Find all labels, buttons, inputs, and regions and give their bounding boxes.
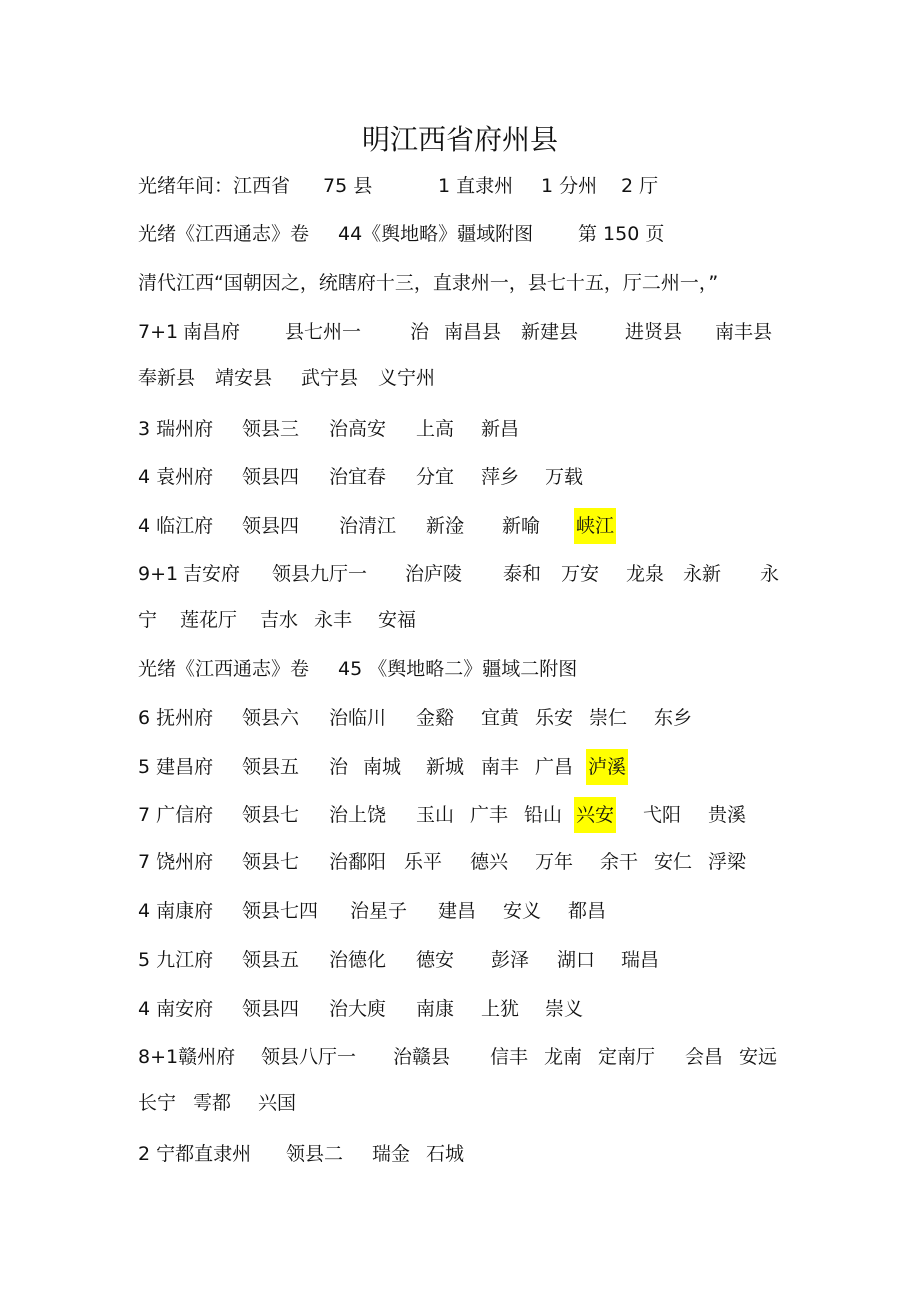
text-segment: 湖口: [557, 949, 596, 971]
text-segment: 靖安县: [215, 367, 273, 389]
text-segment: 龙泉: [626, 563, 665, 585]
text-segment: 都昌: [568, 900, 607, 922]
text-segment: 长宁: [138, 1092, 177, 1114]
text-segment: 领县六: [242, 707, 300, 729]
text-segment: 领县四: [242, 515, 300, 537]
text-segment: 领县五: [242, 756, 300, 778]
text-segment: 德兴: [470, 851, 509, 873]
text-segment: 治: [329, 756, 349, 778]
text-segment: 4 南康府: [138, 900, 214, 922]
text-segment: 领县四: [242, 998, 300, 1020]
text-segment: 2 厅: [621, 175, 659, 197]
text-segment: 瑞昌: [621, 949, 660, 971]
text-segment: 铅山: [524, 804, 563, 826]
text-segment: 会昌: [685, 1046, 724, 1068]
text-segment: 德安: [416, 949, 455, 971]
text-segment: 治鄱阳: [329, 851, 387, 873]
text-segment: 3 瑞州府: [138, 418, 214, 440]
text-segment: 领县七: [242, 851, 300, 873]
text-segment: 南昌县: [444, 321, 502, 343]
text-segment: 乐安: [535, 707, 574, 729]
highlighted-text: 兴安: [574, 797, 616, 833]
text-segment: 领县三: [242, 418, 300, 440]
text-segment: 领县七四: [242, 900, 319, 922]
text-segment: 万安: [561, 563, 600, 585]
text-segment: 1 直隶州: [438, 175, 514, 197]
text-segment: 进贤县: [625, 321, 683, 343]
text-segment: 7 饶州府: [138, 851, 214, 873]
document-title: 明江西省府州县: [361, 123, 558, 156]
text-segment: 7+1: [138, 321, 179, 343]
text-segment: 新昌: [481, 418, 520, 440]
text-segment: 9+1: [138, 563, 179, 585]
text-segment: 治高安: [329, 418, 387, 440]
text-segment: 石城: [426, 1143, 465, 1165]
text-segment: 治宜春: [329, 466, 387, 488]
text-segment: 领县四: [242, 466, 300, 488]
text-segment: 领县八厅一: [261, 1046, 357, 1068]
text-segment: 治上饶: [329, 804, 387, 826]
text-segment: 莲花厅: [180, 609, 238, 631]
text-segment: 永丰: [314, 609, 353, 631]
text-segment: 45 《舆地略二》疆域二附图: [338, 658, 578, 680]
text-segment: 奉新县: [138, 367, 196, 389]
text-segment: 6 抚州府: [138, 707, 214, 729]
text-segment: 南康: [416, 998, 455, 1020]
text-segment: 贵溪: [708, 804, 747, 826]
text-segment: 吉水: [260, 609, 299, 631]
text-segment: 新喻: [502, 515, 541, 537]
text-segment: 南丰: [481, 756, 520, 778]
text-segment: 武宁县: [301, 367, 359, 389]
text-segment: 吉安府: [183, 563, 241, 585]
text-segment: 安仁: [654, 851, 693, 873]
text-segment: 4 南安府: [138, 998, 214, 1020]
text-segment: 萍乡: [481, 466, 520, 488]
highlighted-text: 泸溪: [586, 749, 628, 785]
text-segment: 余干: [600, 851, 639, 873]
text-segment: 安远: [739, 1046, 778, 1068]
text-segment: 永: [760, 563, 780, 585]
text-segment: 领县九厅一: [272, 563, 368, 585]
highlighted-text: 峡江: [574, 508, 616, 544]
text-segment: 上犹: [481, 998, 520, 1020]
text-segment: 安福: [378, 609, 417, 631]
text-segment: 上高: [416, 418, 455, 440]
text-segment: 彭泽: [491, 949, 530, 971]
text-segment: 龙南: [544, 1046, 583, 1068]
text-segment: 治赣县: [393, 1046, 451, 1068]
text-segment: 领县五: [242, 949, 300, 971]
text-segment: 治德化: [329, 949, 387, 971]
text-segment: 南城: [363, 756, 402, 778]
text-segment: 泰和: [503, 563, 542, 585]
text-segment: 清代江西“国朝因之，统瞎府十三，直隶州一，县七十五，厅二州一，”: [138, 272, 719, 294]
text-segment: 新城: [426, 756, 465, 778]
text-segment: 宁: [138, 609, 158, 631]
text-segment: 建昌: [438, 900, 477, 922]
text-segment: 崇义: [545, 998, 584, 1020]
text-segment: 信丰: [490, 1046, 529, 1068]
text-segment: 永新: [683, 563, 722, 585]
text-segment: 弋阳: [643, 804, 682, 826]
text-segment: 义宁州: [378, 367, 436, 389]
text-segment: 治: [410, 321, 430, 343]
text-segment: 南丰县: [715, 321, 773, 343]
text-segment: 玉山: [416, 804, 455, 826]
text-segment: 金谿: [416, 707, 455, 729]
text-segment: 广昌: [535, 756, 574, 778]
text-segment: 安义: [503, 900, 542, 922]
text-segment: 分宜: [416, 466, 455, 488]
text-segment: 瑞金: [372, 1143, 411, 1165]
text-segment: 治星子: [350, 900, 408, 922]
text-segment: 乐平: [404, 851, 443, 873]
text-segment: 光绪《江西通志》卷: [138, 658, 310, 680]
text-segment: 县七州一: [285, 321, 362, 343]
text-segment: 万载: [545, 466, 584, 488]
text-segment: 万年: [535, 851, 574, 873]
text-segment: 44《舆地略》疆域附图: [338, 223, 534, 245]
text-segment: 8+1赣州府: [138, 1046, 236, 1068]
text-segment: 崇仁: [589, 707, 628, 729]
text-segment: 宜黄: [481, 707, 520, 729]
text-segment: 新淦: [426, 515, 465, 537]
text-segment: 南昌府: [183, 321, 241, 343]
text-segment: 4 袁州府: [138, 466, 214, 488]
text-segment: 1 分州: [541, 175, 598, 197]
text-segment: 第 150 页: [578, 223, 665, 245]
text-segment: 新建县: [521, 321, 579, 343]
text-segment: 治庐陵: [405, 563, 463, 585]
text-segment: 定南厅: [598, 1046, 656, 1068]
text-segment: 75 县: [323, 175, 373, 197]
text-segment: 兴国: [258, 1092, 297, 1114]
text-segment: 东乡: [654, 707, 693, 729]
text-segment: 5 九江府: [138, 949, 214, 971]
text-segment: 7 广信府: [138, 804, 214, 826]
text-segment: 雩都: [193, 1092, 232, 1114]
text-segment: 浮梁: [708, 851, 747, 873]
text-segment: 领县二: [286, 1143, 344, 1165]
text-segment: 光绪《江西通志》卷: [138, 223, 310, 245]
text-segment: 治临川: [329, 707, 387, 729]
text-segment: 治清江: [339, 515, 397, 537]
text-segment: 广丰: [470, 804, 509, 826]
text-segment: 4 临江府: [138, 515, 214, 537]
text-segment: 5 建昌府: [138, 756, 214, 778]
text-segment: 2 宁都直隶州: [138, 1143, 252, 1165]
text-segment: 领县七: [242, 804, 300, 826]
text-segment: 光绪年间：江西省: [138, 175, 291, 197]
text-segment: 治大庾: [329, 998, 387, 1020]
